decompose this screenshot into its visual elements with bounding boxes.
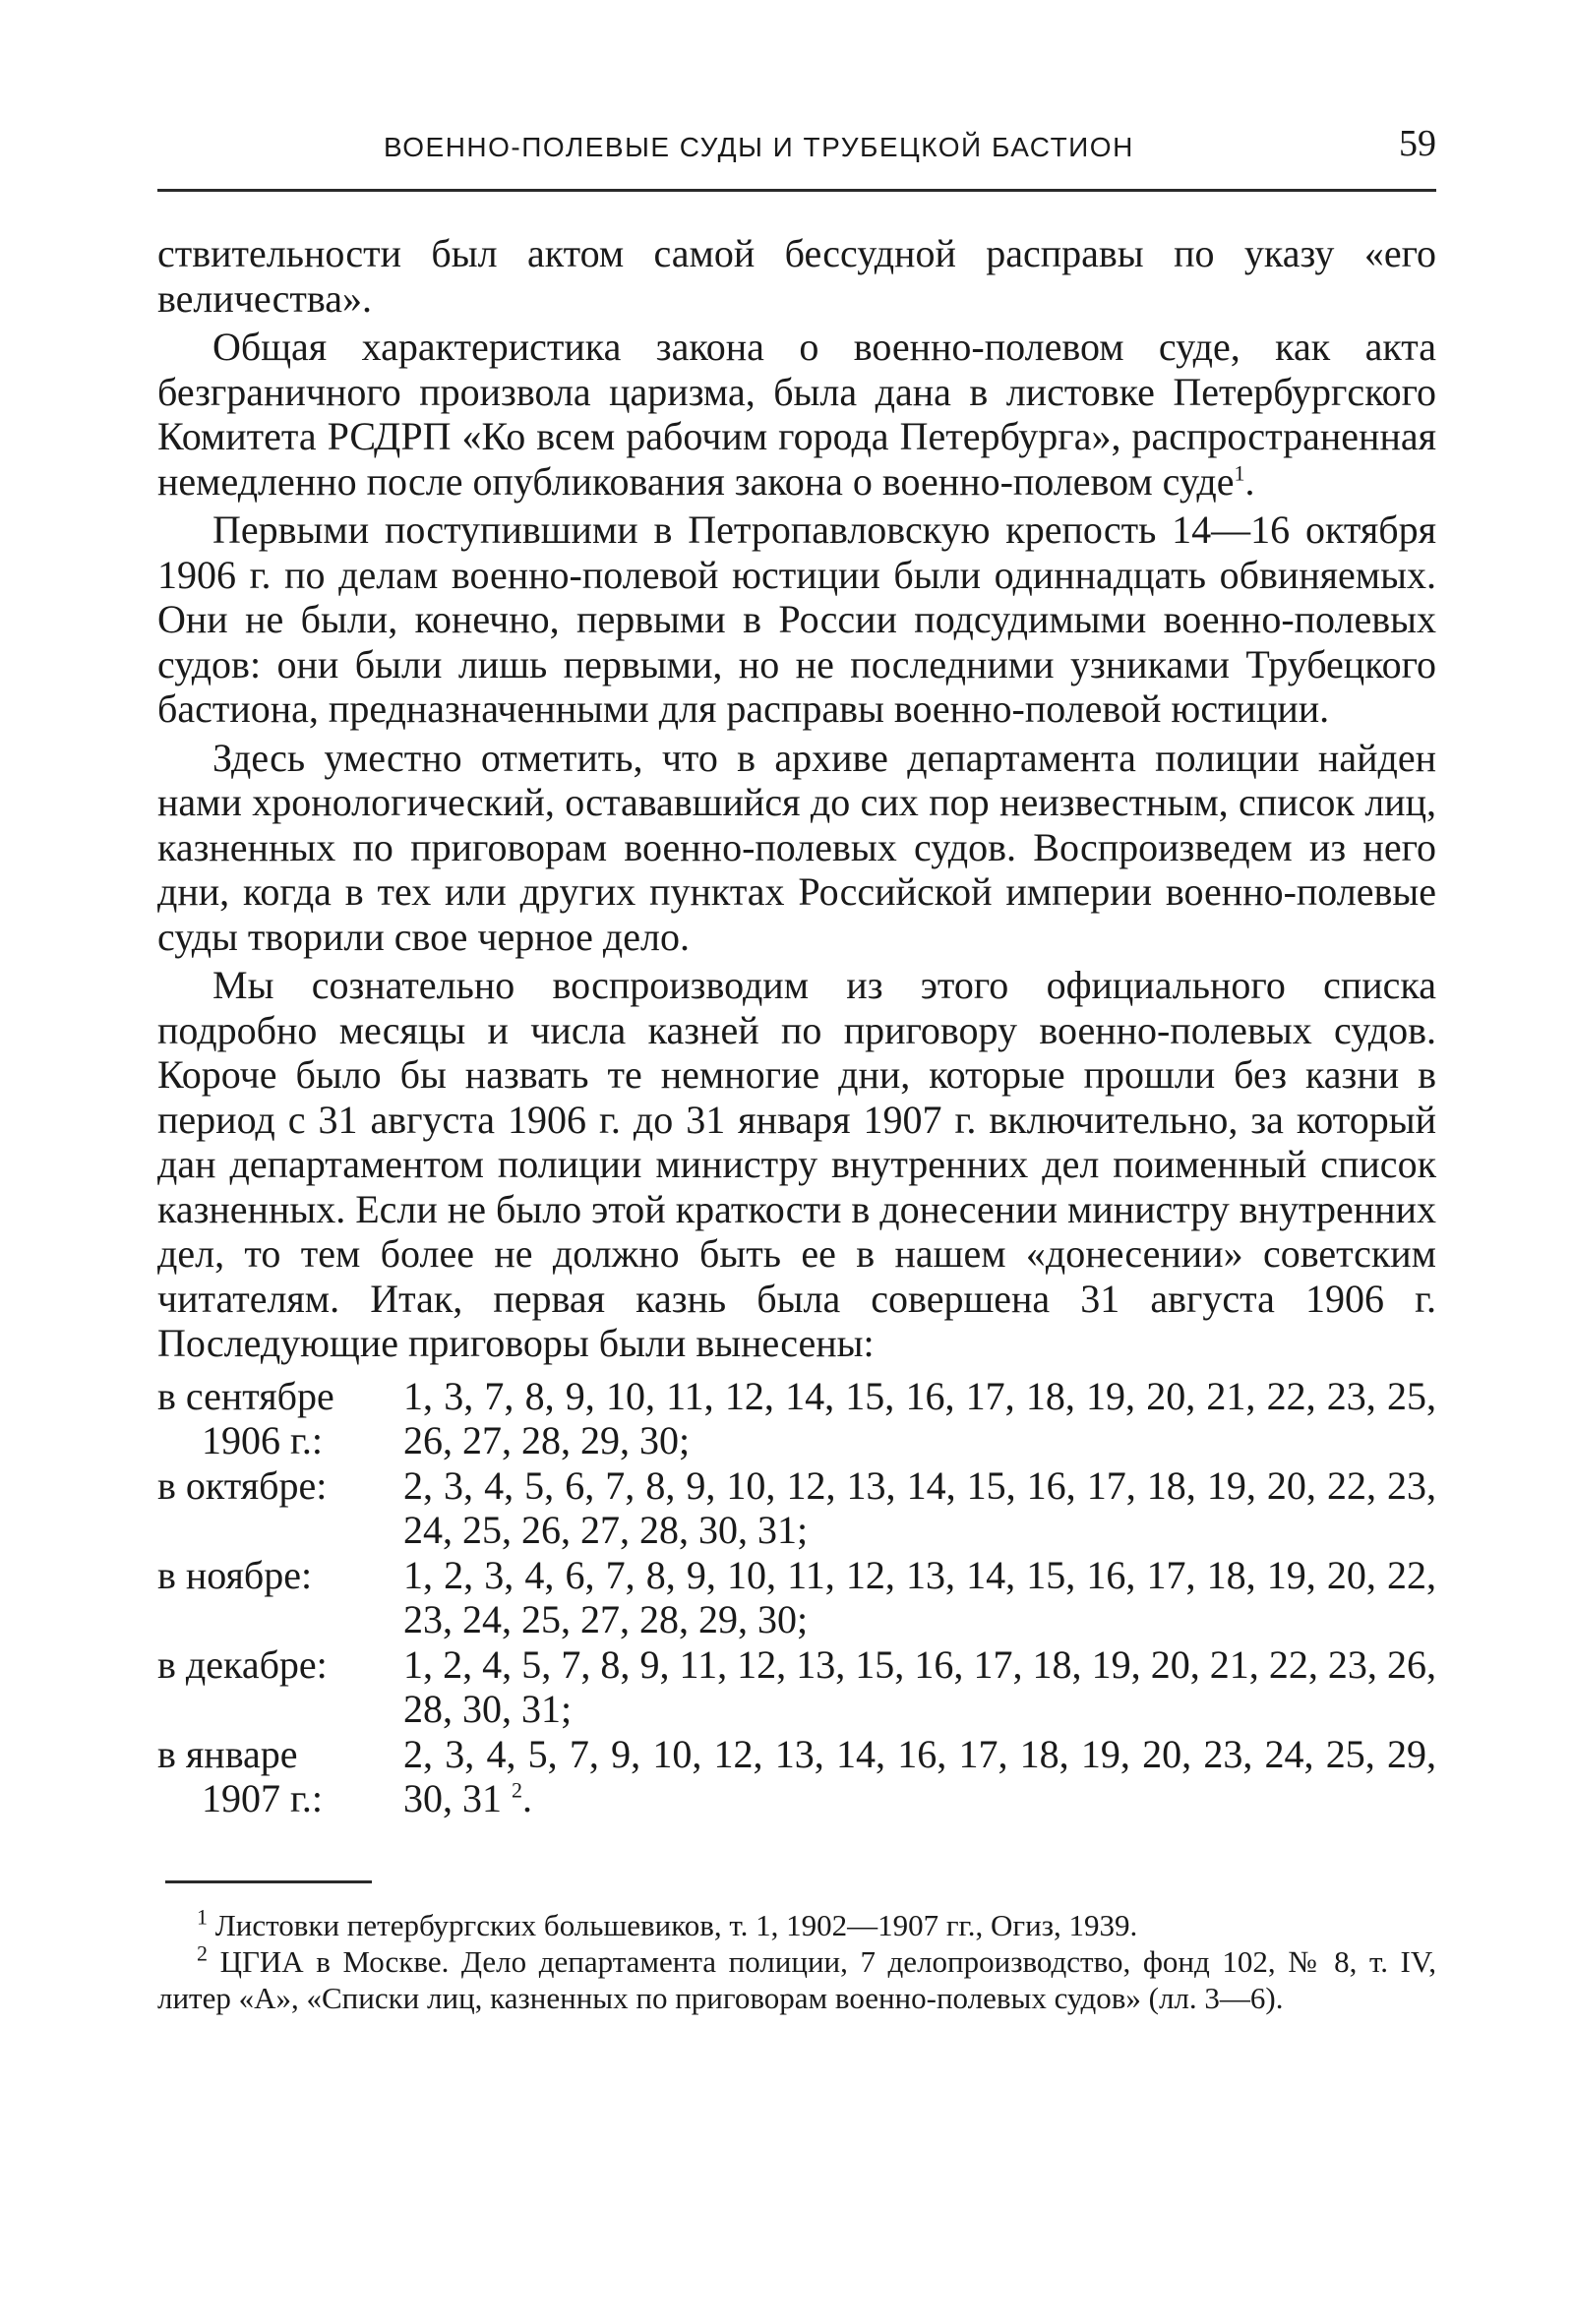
month-label <box>157 1642 403 1688</box>
month-name: в октябре: <box>157 1462 328 1508</box>
month-year: 1907 г.: <box>202 1776 324 1820</box>
footnote-ref: 1 <box>1234 460 1245 486</box>
book-page <box>157 118 1436 2016</box>
footnotes <box>157 1904 1437 2016</box>
month-name: в ноябре: <box>157 1552 313 1597</box>
list-item <box>157 1642 1436 1732</box>
footnote-ref: 2 <box>512 1777 522 1803</box>
paragraph: Мы сознательно воспроизводим из этого официального списка подробно месяцы и числа казней по приговору военно-полевых судов. Короче было бы назвать те немногие дни, которые прошли без казни в период с 31 августа 1906 г. до 31 января 1907 г. включительно, за который дан департаментом полиции министру внутренних дел поименный список казненных. Если не было этой краткости в донесении министру внутренних дел, то тем более не должно быть ее в нашем «донесении» советским читателям. Итак, первая казнь была совершена 31 августа 1906 г. Последующие приговоры были вынесены: <box>157 963 1436 1365</box>
list-item <box>157 1553 1436 1642</box>
list-item <box>157 1463 1436 1553</box>
month-days <box>403 1732 1436 1821</box>
footnote-mark: 2 <box>197 1940 208 1966</box>
paragraph: Здесь уместно отметить, что в архиве департамента полиции найден нами хронологический, остававшийся до сих пор неизвестным, список лиц, казненных по приговорам военно-полевых судов. Воспроизведем из него дни, когда в тех или других пунктах Российской империи военно-полевые суды творили свое черное дело. <box>157 735 1436 959</box>
list-item <box>157 1732 1436 1821</box>
month-label <box>157 1463 403 1509</box>
month-label <box>157 1374 403 1463</box>
paragraph: Первыми поступившими в Петропавловскую крепость 14—16 октября 1906 г. по делам военно-полевой юстиции были одиннадцать обвиняемых. Они не были, конечно, первыми в России подсудимыми военно-полевых судов: они были лишь первыми, но не последними узниками Трубецкого бастиона, предназначенными для расправы военно-полевой юстиции. <box>157 507 1436 731</box>
list-end: . <box>522 1776 532 1820</box>
month-name: в декабре: <box>157 1641 328 1687</box>
month-days: 1, 2, 4, 5, 7, 8, 9, 11, 12, 13, 15, 16, 17, 18, 19, 20, 21, 22, 23, 26, 28, 30, 31; <box>403 1641 1436 1731</box>
footnote <box>157 1940 1437 2016</box>
page-header <box>157 118 1436 192</box>
page-number: 59 <box>1399 123 1436 164</box>
list-item <box>157 1374 1436 1463</box>
month-days: 1, 3, 7, 8, 9, 10, 11, 12, 14, 15, 16, 17, 18, 19, 20, 21, 22, 23, 25, 26, 27, 28, 29, 30; <box>403 1373 1436 1462</box>
footnote-divider <box>165 1880 372 1883</box>
footnote-text: ЦГИА в Москве. Дело департамента полиции, 7 делопроизводство, фонд 102, № 8, т. IV, литер «А», «Списки лиц, казненных по приговорам военно-полевых судов» (лл. 3—6). <box>157 1943 1437 2015</box>
main-text <box>157 231 1436 1366</box>
execution-dates-list <box>157 1374 1436 1821</box>
days-text: 2, 3, 4, 5, 7, 9, 10, 12, 13, 14, 16, 17, 18, 19, 20, 23, 24, 25, 29, 30, 31 <box>403 1731 1436 1820</box>
month-days: 1, 2, 3, 4, 6, 7, 8, 9, 10, 11, 12, 13, 14, 15, 16, 17, 18, 19, 20, 22, 23, 24, 25, 27, 28, 29, 30; <box>403 1552 1436 1641</box>
paragraph-end: . <box>1244 458 1255 504</box>
running-title: ВОЕННО-ПОЛЕВЫЕ СУДЫ И ТРУБЕЦКОЙ БАСТИОН <box>384 132 1134 162</box>
paragraph-continued: ствительности был актом самой бессудной расправы по указу «его величества». <box>157 231 1436 321</box>
month-name: в январе <box>157 1731 298 1776</box>
footnote-mark: 1 <box>197 1904 208 1930</box>
paragraph-text: Общая характеристика закона о военно-полевом суде, как акта безграничного произвола царизма, была дана в листовке Петербургского Комитета РСДРП «Ко всем рабочим города Петербурга», распространенная немедленно после опубликования закона о военно-полевом суде <box>157 325 1436 504</box>
paragraph <box>157 325 1436 504</box>
month-days: 2, 3, 4, 5, 6, 7, 8, 9, 10, 12, 13, 14, 15, 16, 17, 18, 19, 20, 22, 23, 24, 25, 26, 27, 28, 30, 31; <box>403 1462 1436 1552</box>
month-label <box>157 1553 403 1598</box>
footnote <box>157 1904 1436 1943</box>
month-year: 1906 г.: <box>202 1418 324 1462</box>
month-name: в сентябре <box>157 1373 334 1418</box>
month-label <box>157 1732 403 1821</box>
footnote-text: Листовки петербургских большевиков, т. 1, 1902—1907 гг., Огиз, 1939. <box>214 1907 1138 1942</box>
